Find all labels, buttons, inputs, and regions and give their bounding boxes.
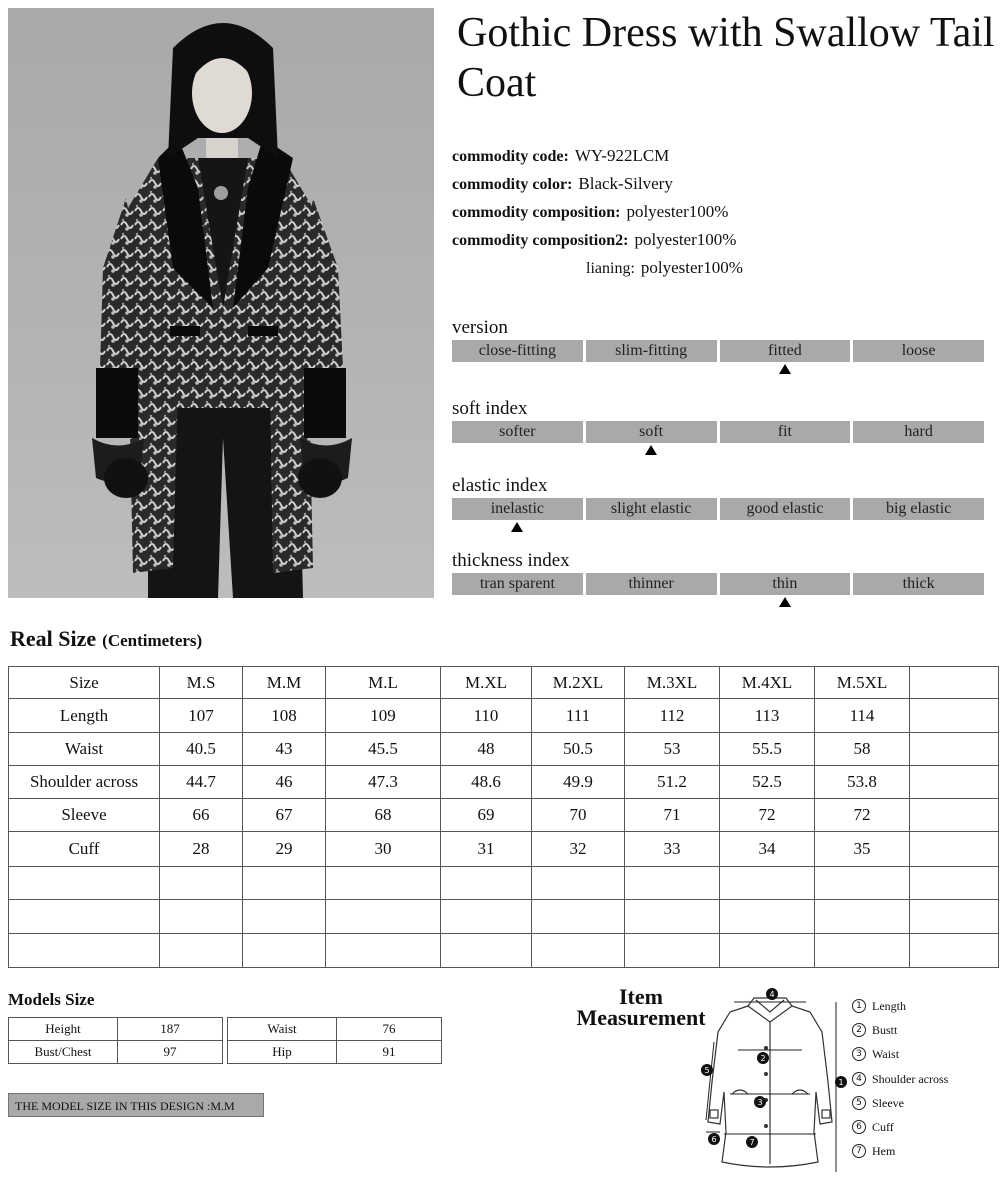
attribute-row [452,202,972,230]
size-value-cell: 66 [160,799,243,832]
version-scale [452,316,984,362]
measure-label-cell: Sleeve [9,799,160,832]
models-size-table-left [8,1017,223,1064]
svg-text:3: 3 [757,1098,763,1107]
size-value-cell: 55.5 [720,733,815,766]
size-value-cell [815,934,910,968]
size-value-cell [720,934,815,968]
size-value-cell [160,867,243,900]
size-value-cell [910,832,999,867]
size-value-cell [815,900,910,934]
scale-option: fit [720,421,851,443]
attribute-value: Black-Silvery [578,174,673,193]
size-value-cell: 58 [815,733,910,766]
size-value-cell [815,867,910,900]
scale-option: softer [452,421,583,443]
size-value-cell: 53 [625,733,720,766]
legend-item [852,1139,948,1163]
attribute-label: commodity composition2: [452,232,629,249]
scale-option: tran sparent [452,573,583,595]
size-value-cell [160,934,243,968]
model-measure-label: Hip [228,1041,337,1064]
size-value-cell: 68 [326,799,441,832]
scale-option: good elastic [720,498,851,520]
size-value-cell: 46 [243,766,326,799]
item-measurement-title-line1: Item [619,984,663,1009]
size-value-cell [532,867,625,900]
model-size-note: THE MODEL SIZE IN THIS DESIGN :M.M [8,1093,264,1117]
size-value-cell [625,934,720,968]
svg-text:2: 2 [760,1054,766,1063]
size-value-cell [326,867,441,900]
measure-label-cell: Cuff [9,832,160,867]
size-value-cell: 35 [815,832,910,867]
attribute-value: polyester100% [640,258,743,277]
size-value-cell: 67 [243,799,326,832]
measure-label-cell: Length [9,699,160,733]
scale-option: big elastic [853,498,984,520]
scale-option: inelastic [452,498,583,520]
scale-option: slight elastic [586,498,717,520]
legend-label: Cuff [872,1120,894,1135]
table-row [9,832,999,867]
svg-text:1: 1 [838,1078,844,1087]
models-size-table-right [227,1017,442,1064]
attribute-label: commodity code: [452,148,569,165]
scale-label: thickness index [452,550,570,571]
table-row [228,1018,442,1041]
legend-item [852,1115,948,1139]
size-header-cell: M.3XL [625,667,720,699]
table-row [9,1041,223,1064]
size-header-cell: Size [9,667,160,699]
size-value-cell: 45.5 [326,733,441,766]
legend-label: Shoulder across [872,1071,949,1086]
attribute-row [452,174,972,202]
size-value-cell: 44.7 [160,766,243,799]
svg-text:6: 6 [711,1135,717,1144]
measure-label-cell: Waist [9,733,160,766]
real-size-title [10,626,202,652]
model-measure-value: 97 [118,1041,223,1064]
measure-label-cell [9,900,160,934]
elastic-index-scale [452,474,984,520]
size-value-cell: 48.6 [441,766,532,799]
model-measure-value: 187 [118,1018,223,1041]
number-circle-icon: 5 [852,1096,866,1110]
attribute-value: WY-922LCM [574,146,670,165]
soft-index-scale [452,397,984,443]
real-size-heading: Real Size [10,626,97,651]
size-value-cell: 32 [532,832,625,867]
size-header-cell: M.4XL [720,667,815,699]
table-row [9,900,999,934]
product-title: Gothic Dress with Swallow Tail Coat [457,10,995,106]
svg-text:5: 5 [704,1066,710,1075]
attribute-label: commodity color: [452,176,573,193]
attribute-row [452,258,972,286]
scale-option: thin [720,573,851,595]
scale-label: version [452,317,508,338]
size-value-cell: 107 [160,699,243,733]
size-header-cell: M.XL [441,667,532,699]
table-row [9,934,999,968]
size-value-cell: 40.5 [160,733,243,766]
size-value-cell: 43 [243,733,326,766]
number-circle-icon: 6 [852,1120,866,1134]
product-photo [8,8,434,598]
size-value-cell: 50.5 [532,733,625,766]
size-table [8,666,999,968]
table-row [9,799,999,832]
size-value-cell [910,934,999,968]
size-value-cell: 69 [441,799,532,832]
size-header-cell: M.L [326,667,441,699]
model-measure-label: Waist [228,1018,337,1041]
attribute-row [452,146,972,174]
selected-marker-icon [779,364,791,374]
size-value-cell: 113 [720,699,815,733]
size-value-cell [910,799,999,832]
size-value-cell [910,699,999,733]
size-value-cell: 31 [441,832,532,867]
size-header-cell [910,667,999,699]
scale-option: slim-fitting [586,340,717,362]
size-value-cell [326,900,441,934]
size-value-cell: 47.3 [326,766,441,799]
real-size-unit: (Centimeters) [102,631,203,650]
attribute-label: lianing: [586,260,635,277]
measure-label-cell: Shoulder across [9,766,160,799]
attribute-value: polyester100% [634,230,737,249]
table-row [9,867,999,900]
size-value-cell [625,900,720,934]
svg-text:7: 7 [749,1138,755,1147]
size-header-cell: M.2XL [532,667,625,699]
number-circle-icon: 7 [852,1144,866,1158]
item-measurement-title-line2: Measurement [576,1005,706,1030]
size-value-cell [243,934,326,968]
size-value-cell: 29 [243,832,326,867]
legend-item [852,994,948,1018]
size-value-cell: 33 [625,832,720,867]
legend-label: Bustt [872,1023,898,1038]
model-measure-label: Height [9,1018,118,1041]
table-row [9,699,999,733]
size-value-cell [441,867,532,900]
size-value-cell: 72 [815,799,910,832]
selected-marker-icon [645,445,657,455]
model-measure-label: Bust/Chest [9,1041,118,1064]
number-circle-icon: 3 [852,1047,866,1061]
measure-label-cell [9,934,160,968]
models-size-title: Models Size [8,990,95,1009]
size-value-cell [910,766,999,799]
size-value-cell: 114 [815,699,910,733]
attribute-row [452,230,972,258]
size-header-cell: M.M [243,667,326,699]
attribute-label: commodity composition: [452,204,621,221]
size-header-cell: M.S [160,667,243,699]
table-row [228,1041,442,1064]
size-value-cell: 53.8 [815,766,910,799]
thickness-index-scale [452,549,984,595]
size-value-cell: 71 [625,799,720,832]
size-value-cell [243,867,326,900]
product-attributes [452,146,972,286]
size-value-cell: 108 [243,699,326,733]
scale-label: soft index [452,398,528,419]
size-value-cell: 111 [532,699,625,733]
measurement-legend [852,994,948,1163]
legend-item [852,1067,948,1091]
measure-label-cell [9,867,160,900]
number-circle-icon: 1 [852,999,866,1013]
legend-label: Length [872,999,906,1014]
legend-label: Hem [872,1144,896,1159]
size-header-cell: M.5XL [815,667,910,699]
scale-label: elastic index [452,475,548,496]
size-value-cell: 52.5 [720,766,815,799]
size-value-cell: 110 [441,699,532,733]
size-value-cell [625,867,720,900]
table-header-row [9,667,999,699]
model-measure-value: 76 [337,1018,442,1041]
legend-label: Sleeve [872,1095,904,1110]
size-value-cell [441,934,532,968]
size-value-cell [532,934,625,968]
legend-label: Waist [872,1047,900,1062]
selected-marker-icon [511,522,523,532]
scale-option: thinner [586,573,717,595]
scale-option: close-fitting [452,340,583,362]
number-circle-icon: 2 [852,1023,866,1037]
size-value-cell [532,900,625,934]
model-illustration [8,8,434,598]
size-value-cell: 51.2 [625,766,720,799]
legend-item [852,1018,948,1042]
attribute-value: polyester100% [626,202,729,221]
size-value-cell [910,900,999,934]
size-value-cell: 72 [720,799,815,832]
size-value-cell [720,867,815,900]
scale-option: hard [853,421,984,443]
size-value-cell: 109 [326,699,441,733]
size-value-cell [441,900,532,934]
scale-option: thick [853,573,984,595]
coat-measurement-diagram [690,982,850,1178]
size-value-cell: 34 [720,832,815,867]
size-value-cell [720,900,815,934]
size-value-cell [243,900,326,934]
table-row [9,766,999,799]
size-value-cell [910,867,999,900]
size-value-cell: 48 [441,733,532,766]
size-value-cell: 49.9 [532,766,625,799]
size-value-cell: 30 [326,832,441,867]
number-circle-icon: 4 [852,1072,866,1086]
scale-option: loose [853,340,984,362]
size-value-cell [160,900,243,934]
selected-marker-icon [779,597,791,607]
size-value-cell [326,934,441,968]
table-row [9,733,999,766]
svg-text:4: 4 [769,990,775,999]
legend-item [852,1091,948,1115]
scale-option: soft [586,421,717,443]
model-measure-value: 91 [337,1041,442,1064]
scale-option: fitted [720,340,851,362]
legend-item [852,1042,948,1066]
size-value-cell: 112 [625,699,720,733]
table-row [9,1018,223,1041]
size-value-cell: 70 [532,799,625,832]
size-value-cell [910,733,999,766]
size-value-cell: 28 [160,832,243,867]
